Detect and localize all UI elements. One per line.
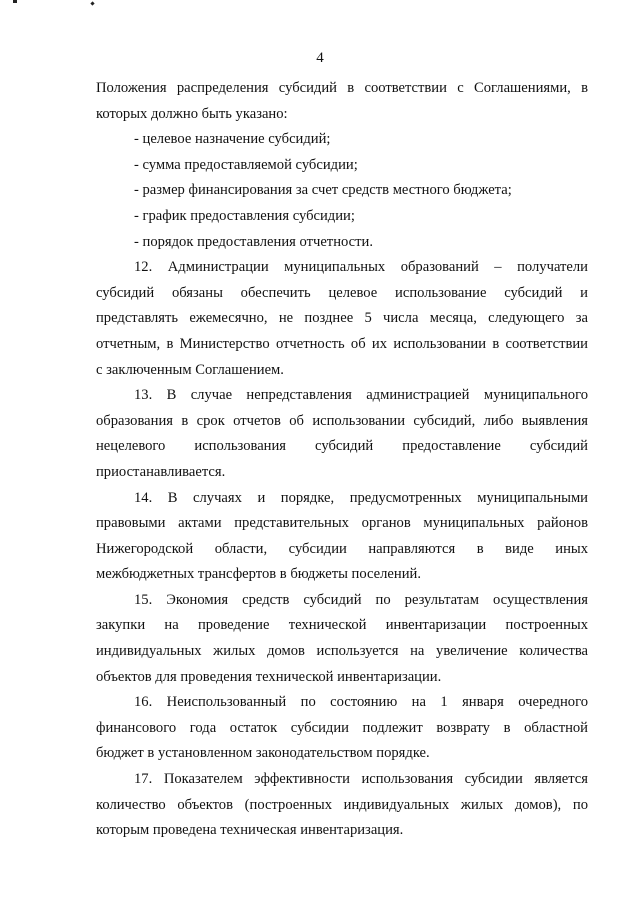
- text-line: 17. Показателем эффективности использования субсидии является: [134, 771, 588, 788]
- list-item: - сумма предоставляемой субсидии;: [134, 156, 358, 173]
- text-line: которым проведена техническая инвентаризация.: [96, 822, 404, 839]
- text-line: правовыми актами представительных органов муниципальных районов: [96, 515, 588, 532]
- page-number: 4: [316, 50, 324, 66]
- text-line: образования в срок отчетов об использовании субсидий, либо выявления: [96, 412, 588, 429]
- text-line: бюджет в установленном законодательством порядке.: [96, 745, 430, 762]
- text-line: представлять ежемесячно, не позднее 5 числа месяца, следующего за: [96, 310, 588, 327]
- text-line: индивидуальных жилых домов используется на увеличение количества: [96, 643, 588, 660]
- text-line: нецелевого использования субсидий предоставление субсидий: [96, 438, 588, 455]
- list-item: - целевое назначение субсидий;: [134, 131, 331, 148]
- text-line: с заключенным Соглашением.: [96, 361, 284, 378]
- intro-paragraph: [96, 76, 588, 127]
- list-item: - график предоставления субсидии;: [134, 207, 355, 224]
- text-line: которых должно быть указано:: [96, 105, 288, 122]
- text-line: межбюджетных трансфертов в бюджеты поселений.: [96, 566, 421, 583]
- list-item: - размер финансирования за счет средств местного бюджета;: [134, 182, 512, 199]
- paragraph-13: [96, 383, 588, 485]
- list-item: - порядок предоставления отчетности.: [134, 233, 373, 250]
- text-line: количество объектов (построенных индивидуальных жилых домов), по: [96, 796, 588, 813]
- text-line: закупки на проведение технической инвентаризации построенных: [96, 617, 588, 634]
- paragraph-12: [96, 255, 588, 383]
- text-line: отчетным, в Министерство отчетность об их использовании в соответствии: [96, 335, 588, 352]
- text-line: финансового года остаток субсидии подлежит возврату в областной: [96, 719, 588, 736]
- paragraph-15: [96, 588, 588, 690]
- text-line: Положения распределения субсидий в соответствии с Соглашениями, в: [96, 80, 588, 96]
- text-line: приостанавливается.: [96, 463, 226, 480]
- scan-artifact: [13, 0, 17, 3]
- text-line: 12. Администрации муниципальных образований – получатели: [134, 259, 588, 276]
- text-line: 13. В случае непредставления администрацией муниципального: [134, 387, 588, 404]
- text-line: 14. В случаях и порядке, предусмотренных муниципальными: [134, 489, 588, 506]
- text-line: 16. Неиспользованный по состоянию на 1 января очередного: [134, 694, 588, 711]
- text-line: Нижегородской области, субсидии направляются в виде иных: [96, 540, 588, 557]
- paragraph-14: [96, 486, 588, 588]
- text-line: объектов для проведения технической инвентаризации.: [96, 668, 442, 685]
- text-line: субсидий обязаны обеспечить целевое использование субсидий и: [96, 284, 588, 301]
- scan-artifact: [90, 1, 94, 5]
- paragraph-17: [96, 767, 588, 844]
- document-body: [96, 76, 588, 844]
- text-line: 15. Экономия средств субсидий по результатам осуществления: [134, 591, 588, 608]
- requirements-list: [96, 127, 588, 255]
- paragraph-16: [96, 690, 588, 767]
